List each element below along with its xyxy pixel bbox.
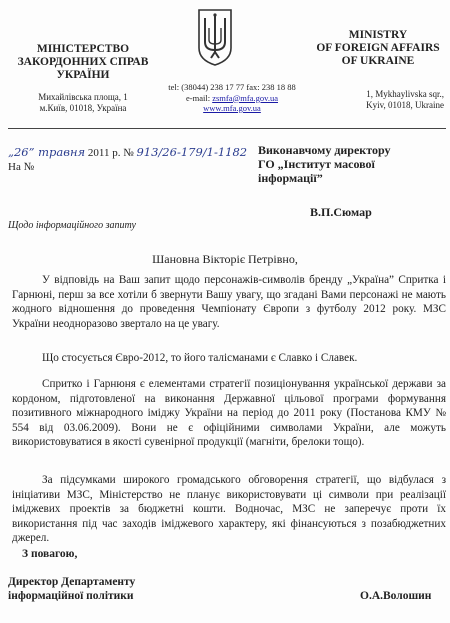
signer-title-line: Директор Департаменту [8, 576, 136, 588]
en-ministry-line: OF FOREIGN AFFAIRS [316, 42, 440, 54]
contact-block [152, 82, 312, 114]
ua-address-line: м.Київ, 01018, Україна [39, 103, 127, 113]
en-address [300, 89, 444, 111]
recipient-line: Виконавчому директору [258, 143, 391, 157]
closing: З повагою, [22, 548, 78, 560]
recipient-line: інформації” [258, 171, 323, 185]
signer-name: О.А.Волошин [360, 590, 432, 602]
handwritten-number: 913/26-179/1-1182 [136, 145, 248, 159]
body-paragraph: Що стосується Євро-2012, то його талісманами є Славко і Славек. [42, 352, 358, 364]
header-divider [8, 128, 446, 129]
signer-title [8, 575, 208, 603]
ua-ministry-line: УКРАЇНИ [56, 69, 110, 81]
en-ministry-line: OF UKRAINE [341, 55, 415, 67]
signer-title-line: інформаційної політики [8, 590, 134, 602]
ua-ministry-line: МІНІСТЕРСТВО [36, 43, 130, 55]
ua-address [8, 92, 158, 114]
subject-line: Щодо інформаційного запиту [8, 220, 136, 231]
phone-fax: tel: (38044) 238 17 77 fax: 238 18 88 [168, 82, 296, 92]
en-ministry-heading [312, 29, 444, 68]
recipient-line: ГО „Інститут масової [258, 157, 375, 171]
en-address-line: Kyiv, 01018, Ukraine [366, 100, 444, 110]
to-number-label: На № [8, 161, 35, 173]
website-link[interactable]: www.mfa.gov.ua [203, 103, 261, 113]
trident-emblem-icon [195, 8, 235, 66]
year-label: 2011 р. № [87, 147, 134, 159]
recipient-name: В.П.Сюмар [310, 205, 372, 219]
recipient-block [258, 143, 446, 185]
ua-address-line: Михайлівська площа, 1 [38, 92, 128, 102]
email-label: e-mail: [185, 92, 211, 103]
email-line [152, 93, 312, 104]
body-paragraph: За підсумками широкого громадського обговорення стратегії, що відбулася з ініціативи МЗС, Міністерство не планує використовувати ці символи при реалізації іміджевих проектів за бюджетні кошти. Водночас, МЗС не заперечує проти їх використання під час заходів іміджевого характеру, які фінансуються з позабюджетних джерел. [12, 474, 446, 544]
ua-ministry-heading [8, 43, 158, 82]
body-paragraph: У відповідь на Ваш запит щодо персонажів-символів бренду „Україна” Спритка і Гарнюні, перш за все хотіли б звернути Вашу увагу, що згадані Вами персонажі не мають жодного відношення до проведення Чемпіонату Європи з футболу 2012 року. МЗС України неодноразово звертало на це увагу. [12, 274, 446, 330]
en-address-line: 1, Mykhaylivska sqr., [366, 89, 444, 99]
body-paragraph: Спритко і Гарнюня є елементами стратегії позиціонування української держави за кордоном, підготовленої на виконання Державної цільової програми формування позитивного міжнародного іміджу України на період до 2011 року (Постанова КМУ № 554 від 03.06.2009). Вони не є офіційними символами України, але можуть використовуватися в якості сувенірної продукції (магніти, брелоки тощо). [12, 378, 446, 448]
email-link[interactable]: zsmfa@mfa.gov.ua [212, 92, 278, 103]
salutation: Шановна Вікторіє Петрівно, [152, 252, 298, 266]
handwritten-date: „26” травня [8, 145, 86, 159]
en-ministry-line: MINISTRY [348, 29, 408, 41]
ua-ministry-line: ЗАКОРДОННИХ СПРАВ [17, 56, 149, 68]
date-number-line [8, 146, 247, 160]
